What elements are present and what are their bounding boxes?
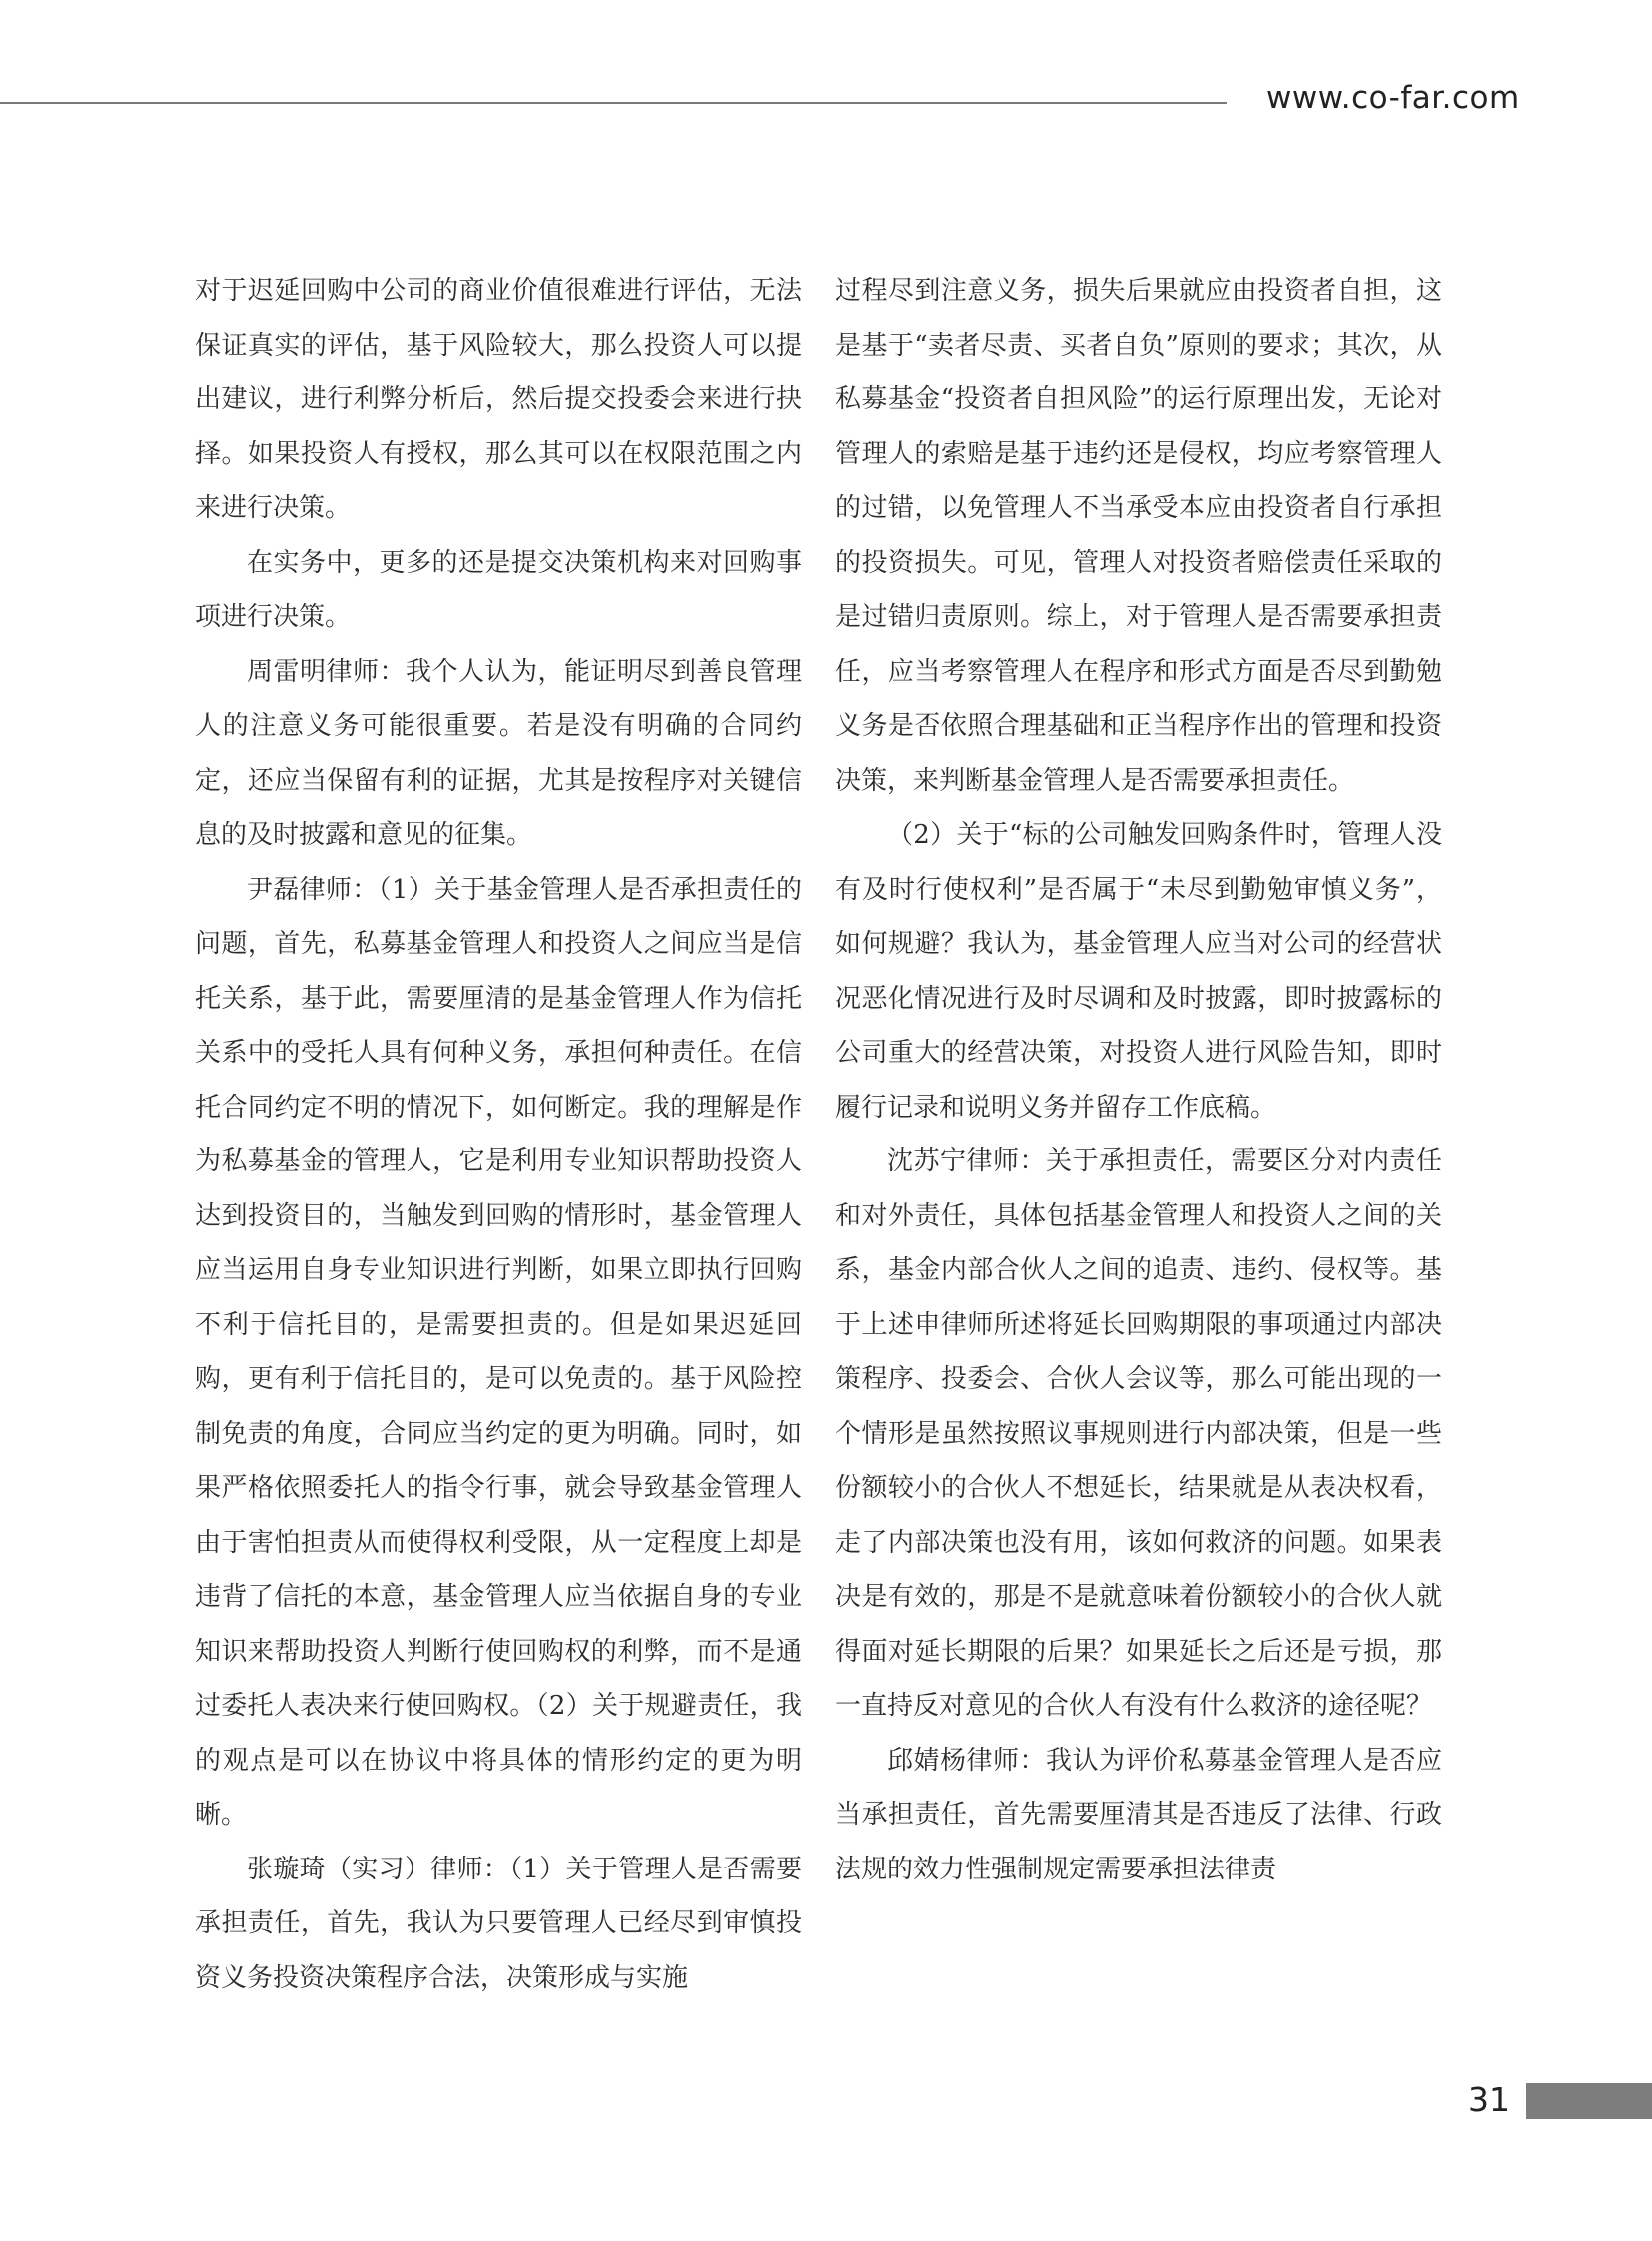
page-number-tab [1526, 2083, 1652, 2119]
paragraph: 周雷明律师：我个人认为，能证明尽到善良管理人的注意义务可能很重要。若是没有明确的合同约定，还应当保留有利的证据，尤其是按程序对关键信息的及时披露和意见的征集。 [195, 656, 802, 850]
header-rule [0, 102, 1227, 104]
paragraph: 张璇琦（实习）律师：（1）关于管理人是否需要承担责任，首先，我认为只要管理人已经尽到审慎投资义务投资决策程序合法，决策形成与实施 [195, 1854, 802, 1993]
paragraph: 尹磊律师：（1）关于基金管理人是否承担责任的问题，首先，私募基金管理人和投资人之间应当是信托关系，基于此，需要厘清的是基金管理人作为信托关系中的受托人具有何种义务，承担何种责任。在信托合同约定不明的情况下，如何断定。我的理解是作为私募基金的管理人，它是利用专业知识帮助投资人达到投资目的，当触发到回购的情形时，基金管理人应当运用自身专业知识进行判断，如果立即执行回购不利于信托目的，是需要担责的。但是如果迟延回购，更有利于信托目的，是可以免责的。基于风险控制免责的角度，合同应当约定的更为明确。同时，如果严格依照委托人的指令行事，就会导致基金管理人由于害怕担责从而使得权利受限，从一定程度上却是违背了信托的本意，基金管理人应当依据自身的专业知识来帮助投资人判断行使回购权的利弊，而不是通过委托人表决来行使回购权。（2）关于规避责任，我的观点是可以在协议中将具体的情形约定的更为明晰。 [195, 874, 802, 1830]
right-column [835, 264, 1442, 1896]
paragraph: 沈苏宁律师：关于承担责任，需要区分对内责任和对外责任，具体包括基金管理人和投资人之间的关系，基金内部合伙人之间的追责、违约、侵权等。基于上述申律师所述将延长回购期限的事项通过内部决策程序、投委会、合伙人会议等，那么可能出现的一个情形是虽然按照议事规则进行内部决策，但是一些份额较小的合伙人不想延长，结果就是从表决权看，走了内部决策也没有用，该如何救济的问题。如果表决是有效的，那是不是就意味着份额较小的合伙人就得面对延长期限的后果？如果延长之后还是亏损，那一直持反对意见的合伙人有没有什么救济的途径呢？ [835, 1146, 1442, 1721]
paragraph: （2）关于“标的公司触发回购条件时，管理人没有及时行使权利”是否属于“未尽到勤勉审慎义务”，如何规避？我认为，基金管理人应当对公司的经营状况恶化情况进行及时尽调和及时披露，即时披露标的公司重大的经营决策，对投资人进行风险告知，即时履行记录和说明义务并留存工作底稿。 [835, 820, 1442, 1122]
paragraph: 邱婧杨律师：我认为评价私募基金管理人是否应当承担责任，首先需要厘清其是否违反了法律、行政法规的效力性强制规定需要承担法律责 [835, 1745, 1442, 1884]
paragraph: 过程尽到注意义务，损失后果就应由投资者自担，这是基于“卖者尽责、买者自负”原则的要求；其次，从私募基金“投资者自担风险”的运行原理出发，无论对管理人的索赔是基于违约还是侵权，均应考察管理人的过错，以免管理人不当承受本应由投资者自行承担的投资损失。可见，管理人对投资者赔偿责任采取的是过错归责原则。综上，对于管理人是否需要承担责任，应当考察管理人在程序和形式方面是否尽到勤勉义务是否依照合理基础和正当程序作出的管理和投资决策，来判断基金管理人是否需要承担责任。 [835, 276, 1442, 796]
left-column [195, 264, 802, 2005]
paragraph: 在实务中，更多的还是提交决策机构来对回购事项进行决策。 [195, 547, 802, 632]
paragraph: 对于迟延回购中公司的商业价值很难进行评估，无法保证真实的评估，基于风险较大，那么投资人可以提出建议，进行利弊分析后，然后提交投委会来进行抉择。如果投资人有授权，那么其可以在权限范围之内来进行决策。 [195, 276, 802, 523]
site-url[interactable]: www.co-far.com [1266, 80, 1520, 116]
page-number: 31 [1468, 2080, 1510, 2119]
